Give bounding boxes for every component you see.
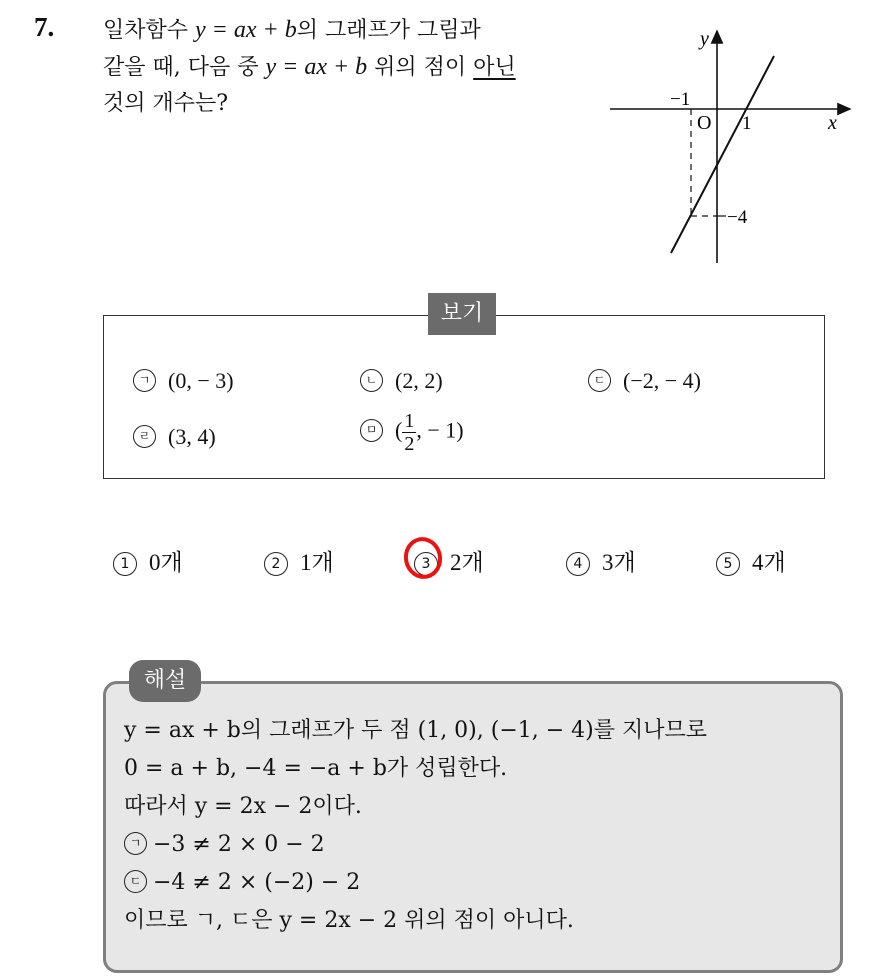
- question-text-part: 일차함수: [103, 18, 196, 43]
- choice-number: 3: [414, 552, 438, 576]
- bogi-item-text: (: [395, 417, 403, 443]
- question-text-part: 위의 점이: [367, 55, 474, 80]
- linear-function-graph: [600, 25, 860, 270]
- choice-number: 4: [566, 552, 590, 576]
- solution-line-text: −4 ≠ 2 × (−2) − 2: [153, 870, 361, 895]
- bogi-item-c: [588, 368, 701, 394]
- solution-line-1: y = ax + b의 그래프가 두 점 (1, 0), (−1, − 4)를 지나므로: [124, 718, 708, 743]
- question-equation: y = ax + b: [265, 54, 368, 80]
- question-text-part: 의 그래프가 그림과: [296, 18, 481, 43]
- solution-line-4: [124, 826, 839, 864]
- choice-number: 2: [264, 552, 288, 576]
- tick-label-x-neg-1: −1: [670, 89, 691, 110]
- choice-1[interactable]: [113, 544, 183, 578]
- fraction: [402, 410, 416, 455]
- question-text: [103, 12, 603, 122]
- bogi-item-text: (3, 4): [168, 424, 216, 449]
- hangul-circle-marker: ㄷ: [124, 870, 147, 893]
- question-line-2: [103, 49, 603, 86]
- underlined-keyword: 아닌: [473, 55, 516, 80]
- question-equation: y = ax + b: [195, 17, 297, 43]
- bogi-item-text: (2, 2): [395, 368, 443, 393]
- choice-4[interactable]: [566, 544, 636, 578]
- solution-line-6: 이므로 ㄱ, ㄷ은 y = 2x − 2 위의 점이 아니다.: [124, 908, 574, 933]
- hangul-circle-marker: ㅁ: [360, 419, 383, 442]
- solution-title: 해설: [129, 660, 201, 702]
- choice-number: 5: [716, 552, 740, 576]
- choice-label: 2개: [450, 550, 484, 575]
- function-line: [671, 56, 774, 253]
- origin-label: O: [697, 112, 712, 134]
- tick-label-x-1: 1: [742, 113, 752, 134]
- question-text-part: 같을 때, 다음 중: [103, 55, 266, 80]
- bogi-item-d: [133, 424, 216, 450]
- solution-line-2: 0 = a + b, −4 = −a + b가 성립한다.: [124, 756, 508, 781]
- bogi-item-b: [360, 368, 443, 394]
- choice-number: 1: [113, 552, 137, 576]
- hangul-circle-marker: ㄹ: [133, 425, 156, 448]
- hangul-circle-marker: ㄴ: [360, 369, 383, 392]
- choice-5[interactable]: [716, 544, 786, 578]
- bogi-item-e: [360, 410, 464, 455]
- question-number: 7.: [34, 12, 55, 42]
- solution-line-3: 따라서 y = 2x − 2이다.: [124, 794, 362, 819]
- bogi-item-text: , − 1): [416, 417, 464, 443]
- question-line-1: [103, 12, 603, 49]
- bogi-item-a: [133, 368, 234, 394]
- hangul-circle-marker: ㄱ: [124, 832, 147, 855]
- choice-label: 3개: [602, 550, 636, 575]
- bogi-item-text: (−2, − 4): [623, 368, 701, 393]
- x-axis-label: x: [828, 112, 837, 134]
- bogi-box: [103, 315, 825, 479]
- choice-label: 0개: [149, 550, 183, 575]
- hangul-circle-marker: ㄷ: [588, 369, 611, 392]
- y-axis-label: y: [700, 28, 709, 50]
- bogi-item-text: (0, − 3): [168, 368, 234, 393]
- tick-label-y-neg-4: −4: [727, 207, 748, 228]
- choice-label: 1개: [300, 550, 334, 575]
- fraction-denominator: 2: [404, 433, 415, 455]
- question-line-3: 것의 개수는?: [103, 91, 229, 116]
- fraction-numerator: 1: [404, 410, 415, 432]
- solution-line-text: −3 ≠ 2 × 0 − 2: [153, 832, 325, 857]
- choice-label: 4개: [752, 550, 786, 575]
- solution-text: [124, 712, 839, 940]
- hangul-circle-marker: ㄱ: [133, 369, 156, 392]
- choice-2[interactable]: [264, 544, 334, 578]
- solution-line-5: [124, 864, 839, 902]
- bogi-title: 보기: [428, 293, 496, 335]
